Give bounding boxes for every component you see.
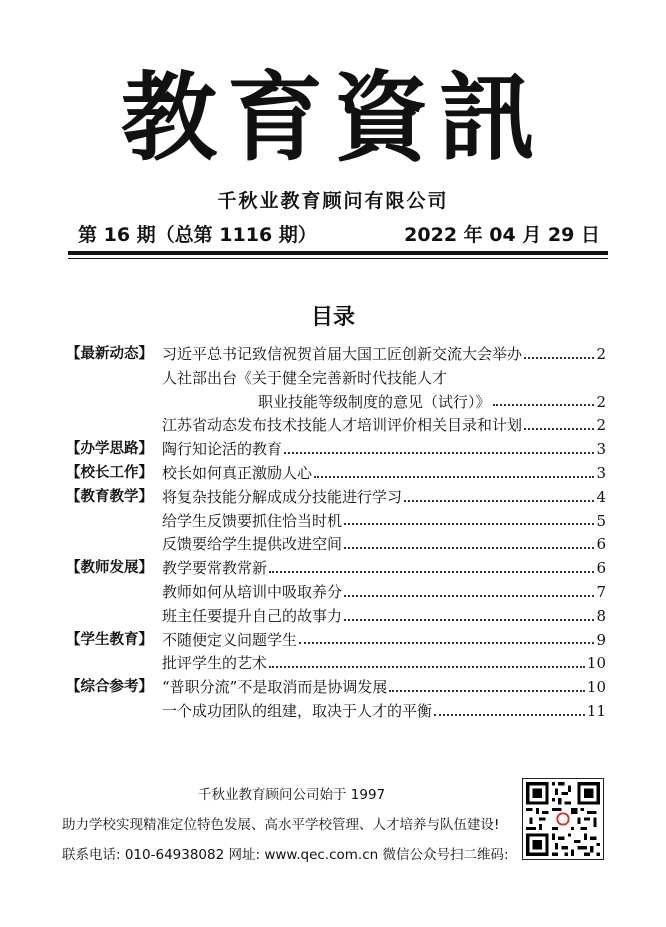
toc-leader bbox=[389, 690, 585, 692]
toc-entry-title: 校长如何真正激励人心 bbox=[162, 463, 313, 482]
issue-number: 第 16 期（总第 1116 期） bbox=[78, 224, 317, 246]
toc-entry[interactable] bbox=[162, 414, 606, 438]
toc-entry[interactable] bbox=[162, 462, 606, 486]
toc-leader bbox=[269, 666, 585, 668]
toc-page: 4 bbox=[596, 487, 606, 506]
toc-row bbox=[66, 676, 606, 700]
toc-entry-title: 反馈要给学生提供改进空间 bbox=[162, 535, 343, 554]
toc-row bbox=[66, 391, 606, 415]
toc-leader bbox=[344, 619, 594, 621]
toc-page: 11 bbox=[586, 701, 606, 720]
toc-entry[interactable] bbox=[162, 533, 606, 557]
toc-entry[interactable] bbox=[162, 343, 606, 367]
toc-page: 6 bbox=[596, 559, 606, 578]
toc-entry[interactable] bbox=[162, 676, 606, 700]
toc-entry-title: 班主任要提升自己的故事力 bbox=[162, 606, 343, 625]
toc-entry-title: 教学要常教常新 bbox=[162, 559, 268, 578]
toc-row bbox=[66, 581, 606, 605]
toc-page: 5 bbox=[596, 511, 606, 530]
toc-entry[interactable] bbox=[162, 391, 606, 415]
toc-entry[interactable] bbox=[162, 510, 606, 534]
toc-leader bbox=[344, 595, 594, 597]
toc-row bbox=[66, 462, 606, 486]
toc-page: 7 bbox=[596, 582, 606, 601]
toc-leader bbox=[299, 642, 594, 644]
toc-entry-title: 批评学生的艺术 bbox=[162, 654, 268, 673]
table-of-contents bbox=[66, 343, 606, 724]
toc-row bbox=[66, 367, 606, 391]
toc-row bbox=[66, 343, 606, 367]
toc-entry[interactable] bbox=[162, 438, 606, 462]
toc-entry-title: 不随便定义问题学生 bbox=[162, 630, 298, 649]
toc-row bbox=[66, 533, 606, 557]
footer-slogan: 助力学校实现精准定位特色发展、高水平学校管理、人才培养与队伍建设! bbox=[62, 817, 500, 833]
toc-leader bbox=[404, 500, 594, 502]
toc-leader bbox=[524, 428, 594, 430]
organization-name: 千秋业教育顾问有限公司 bbox=[217, 190, 449, 212]
toc-row bbox=[66, 700, 606, 724]
toc-row bbox=[66, 438, 606, 462]
toc-page: 6 bbox=[596, 535, 606, 554]
toc-section: 【学生教育】 bbox=[66, 631, 153, 648]
toc-leader bbox=[344, 523, 594, 525]
toc-page: 3 bbox=[596, 463, 606, 482]
toc-section: 【校长工作】 bbox=[66, 464, 153, 481]
toc-entry[interactable] bbox=[162, 581, 606, 605]
toc-entry[interactable] bbox=[162, 486, 606, 510]
toc-entry-title: 给学生反馈要抓住恰当时机 bbox=[162, 511, 343, 530]
toc-page: 2 bbox=[596, 416, 606, 435]
toc-page: 9 bbox=[596, 630, 606, 649]
toc-entry-title: 陶行知论活的教育 bbox=[162, 440, 283, 459]
toc-section: 【办学思路】 bbox=[66, 441, 153, 458]
toc-entry-title: 江苏省动态发布技术技能人才培训评价相关目录和计划 bbox=[162, 416, 523, 435]
footer-founded: 千秋业教育顾问公司始于 1997 bbox=[198, 787, 386, 803]
toc-leader bbox=[434, 714, 585, 716]
toc-row bbox=[66, 605, 606, 629]
toc-page: 3 bbox=[596, 440, 606, 459]
header-rule-thick bbox=[68, 251, 608, 255]
toc-section: 【教育教学】 bbox=[66, 488, 153, 505]
toc-leader bbox=[493, 404, 595, 406]
toc-leader bbox=[269, 571, 594, 573]
toc-row bbox=[66, 486, 606, 510]
toc-title: 目录 bbox=[310, 305, 355, 330]
toc-entry-title: 教师如何从培训中吸取养分 bbox=[162, 582, 343, 601]
toc-section: 【最新动态】 bbox=[66, 346, 153, 362]
header-rule-thin bbox=[68, 258, 608, 259]
toc-leader bbox=[344, 547, 594, 549]
masthead-title: 教育資訊 bbox=[121, 61, 545, 174]
toc-entry[interactable] bbox=[162, 629, 606, 653]
toc-row bbox=[66, 652, 606, 676]
toc-row bbox=[66, 629, 606, 653]
toc-entry-title: 人社部出台《关于健全完善新时代技能人才 bbox=[162, 368, 448, 387]
toc-page: 2 bbox=[596, 392, 606, 411]
toc-entry-title: 职业技能等级制度的意见（试行）》 bbox=[258, 392, 491, 411]
toc-page: 10 bbox=[586, 678, 606, 697]
toc-row bbox=[66, 510, 606, 534]
toc-leader bbox=[314, 476, 594, 478]
toc-entry-title: “普职分流”不是取消而是协调发展 bbox=[162, 678, 388, 697]
toc-row bbox=[66, 414, 606, 438]
issue-date: 2022 年 04 月 29 日 bbox=[404, 224, 600, 246]
toc-row bbox=[66, 557, 606, 581]
qr-code-icon[interactable] bbox=[522, 778, 604, 860]
toc-page: 10 bbox=[586, 654, 606, 673]
toc-entry-title: 习近平总书记致信祝贺首届大国工匠创新交流大会举办 bbox=[162, 345, 523, 363]
toc-entry[interactable] bbox=[162, 605, 606, 629]
toc-section: 【教师发展】 bbox=[66, 560, 153, 577]
toc-leader bbox=[284, 452, 594, 454]
toc-entry[interactable] bbox=[162, 367, 606, 391]
toc-entry[interactable] bbox=[162, 557, 606, 581]
footer-contact[interactable]: 联系电话: 010-64938082 网址: www.qec.com.cn 微信公众号扫二维码: bbox=[62, 847, 509, 863]
toc-entry-title: 将复杂技能分解成成分技能进行学习 bbox=[162, 487, 403, 506]
toc-section: 【综合参考】 bbox=[66, 679, 153, 696]
toc-page: 8 bbox=[596, 606, 606, 625]
toc-leader bbox=[524, 357, 594, 359]
toc-entry[interactable] bbox=[162, 700, 606, 724]
toc-entry-title: 一个成功团队的组建，取决于人才的平衡 bbox=[162, 701, 433, 720]
toc-page: 2 bbox=[596, 345, 606, 363]
toc-entry[interactable] bbox=[162, 652, 606, 676]
